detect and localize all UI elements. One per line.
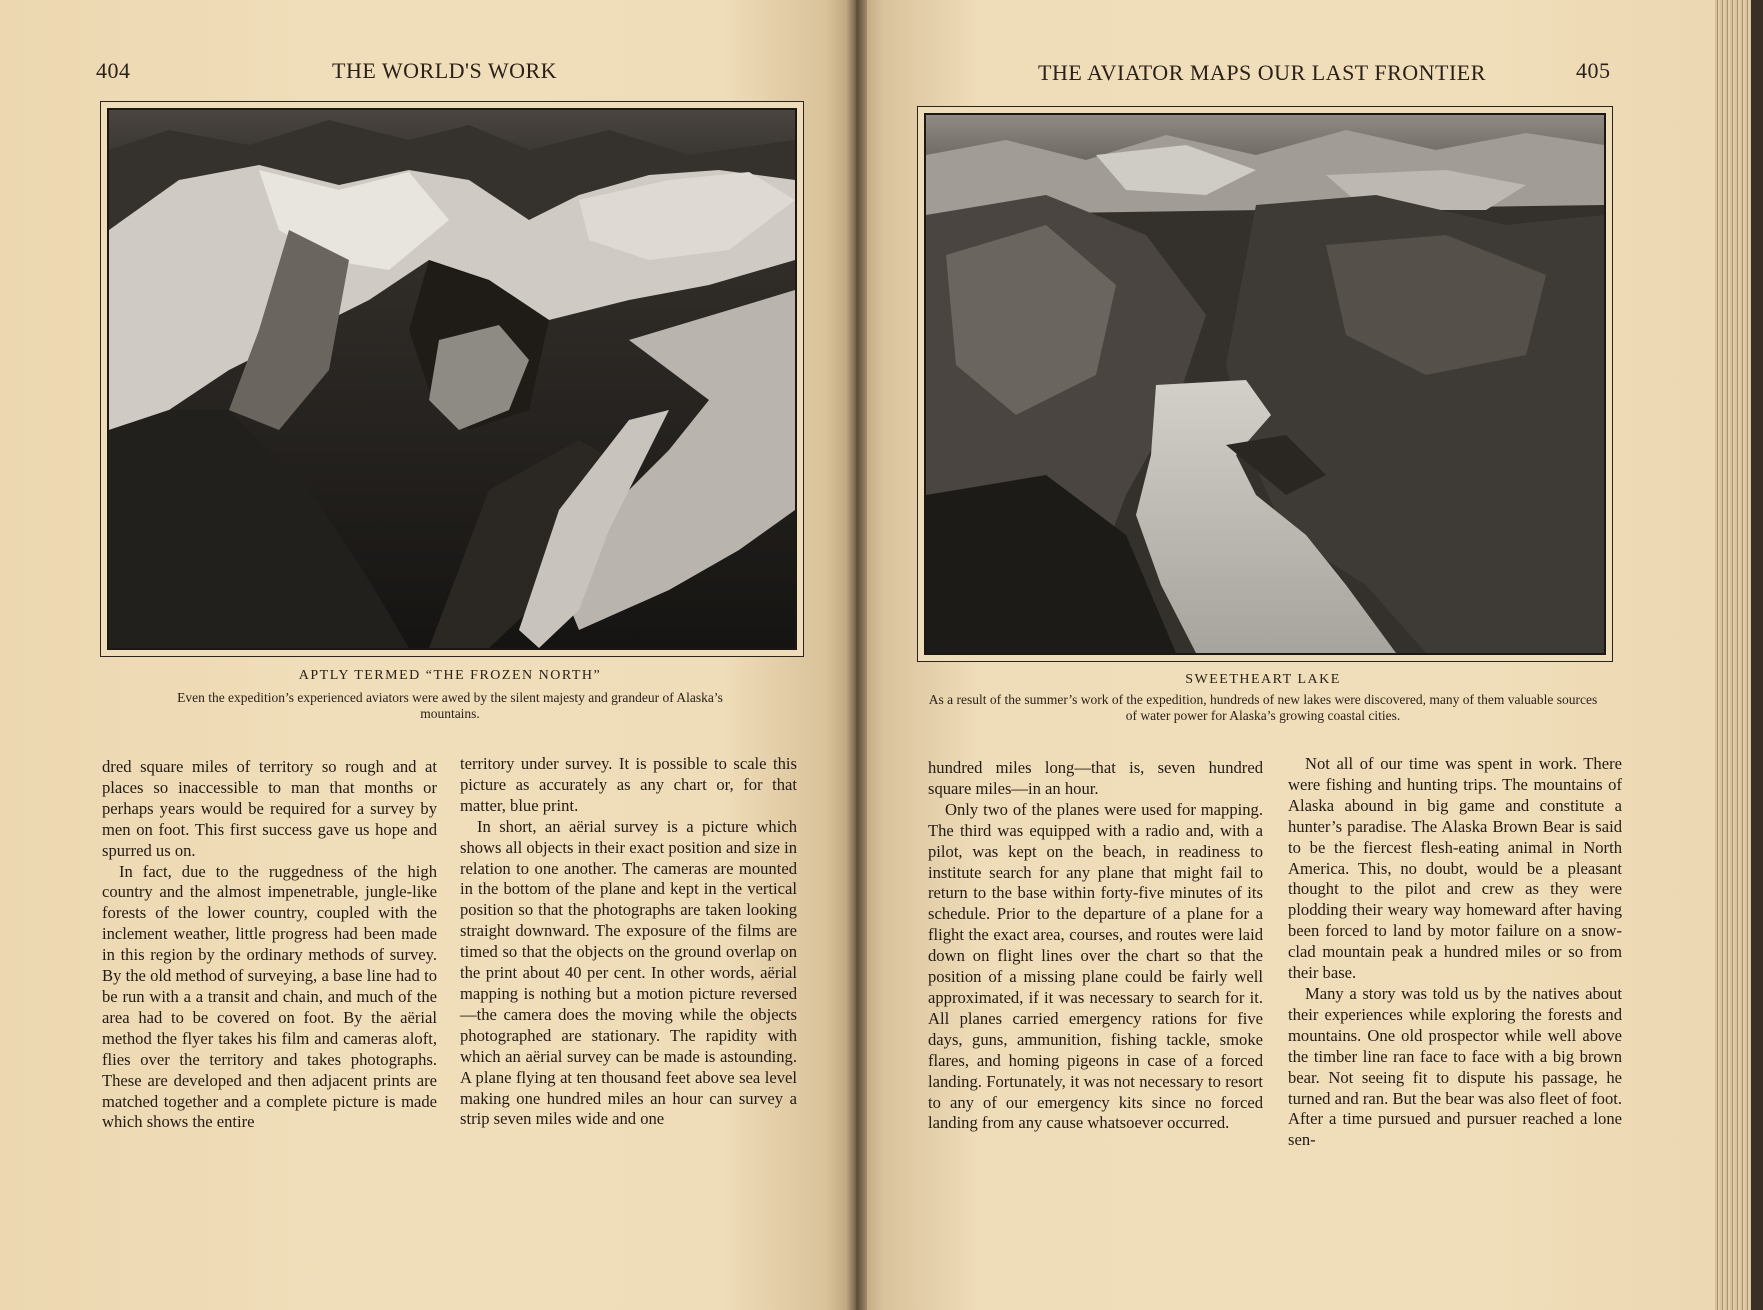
left-column-1 [102,757,437,1133]
left-column-2 [460,754,797,1130]
right-caption-title: SWEETHEART LAKE [1185,672,1341,687]
paragraph: In short, an aërial survey is a picture which shows all objects in their exact position and size in relation to one another. The cameras are mounted in the bottom of the plane and kept in the vertical position so that the photographs are taken looking straight downward. The exposure of the films are timed so that the objects on the ground overlap on the print about 40 per cent. In other words, aërial mapping is nothing but a motion picture reversed—the camera does the moving while the objects photographed are stationary. The rapidity with which an aërial survey can be made is astounding. A plane flying at ten thousand feet above sea level making one hundred miles an hour can survey a strip seven miles wide and one [460,816,797,1129]
frozen-north-photo [107,108,797,650]
page-number-left: 404 [96,58,131,83]
paragraph: dred square miles of territory so rough and at places so inaccessible to man that months or perhaps years would be required for a survey by men on foot. This first success gave us hope and spurred us on. [102,757,437,860]
page-number-right: 405 [1576,58,1611,83]
paragraph: territory under survey. It is possible to scale this picture as accurately as any chart or, for that matter, blue print. [460,754,797,815]
book-gutter [845,0,867,1310]
right-column-1 [928,758,1263,1134]
aerial-mountains-image [109,110,795,648]
left-caption-text: Even the expedition’s experienced aviators were awed by the silent majesty and grandeur of Alaska’s mountains. [177,690,723,721]
page-edges [1715,0,1763,1310]
sweetheart-lake-photo [924,113,1606,655]
running-title-left: THE WORLD'S WORK [332,58,558,83]
right-column-2 [1288,754,1622,1151]
paragraph: In fact, due to the ruggedness of the high country and the almost impenetrable, jungle-like forests of the lower country, coupled with the inclement weather, little progress had been made in this region by the ordinary methods of survey. By the old method of surveying, a base line had to be run with a a transit and chain, and much of the area had to be covered on foot. By the aërial method the flyer takes his film and cameras aloft, flies over the territory and takes photographs. These are developed and then adjacent prints are matched together and a complete picture is made which shows the entire [102,861,437,1132]
right-page [858,0,1718,1310]
paragraph: Only two of the planes were used for mapping. The third was equipped with a radio and, with a pilot, was kept on the beach, in readiness to institute search for any plane that might fail to return to the base within forty-five minutes of its schedule. Prior to the departure of a plane for a flight the exact area, courses, and routes were laid down on flight lines over the chart so that the position of a missing plane could be fairly well approximated, if it was necessary to search for it. All planes carried emergency rations for five days, guns, ammunition, fishing tackle, smoke flares, and homing pigeons in case of a forced landing. Fortunately, it was not necessary to resort to any of our emergency kits since no forced landing from any cause whatsoever occurred. [928,799,1263,1133]
paragraph: Not all of our time was spent in work. There were fishing and hunting trips. The mountains of Alaska abound in big game and constitute a hunter’s paradise. The Alaska Brown Bear is said to be the fiercest flesh-eating animal in North America. This, no doubt, would be a pleasant thought to the pilot and crew as they were plodding their weary way homeward after having been forced to land by motor failure on a snow-clad mountain peak a hundred miles or so from their base. [1288,754,1622,983]
left-page [0,0,852,1310]
sweetheart-lake-image [926,115,1604,653]
paragraph: hundred miles long—that is, seven hundred square miles—in an hour. [928,758,1263,798]
right-caption-text: As a result of the summer’s work of the expedition, hundreds of new lakes were discovered, many of them valuable sources of water power for Alaska’s growing coastal cities. [928,692,1598,723]
left-caption-title: APTLY TERMED “THE FROZEN NORTH” [298,668,602,683]
paragraph: Many a story was told us by the natives about their experiences while exploring the forests and mountains. One old prospector while well above the timber line ran face to face with a big brown bear. Not seeing fit to dispute his passage, he turned and ran. But the bear was also fleet of foot. After a time pursued and pursuer reached a lone sen- [1288,983,1622,1150]
running-title-right: THE AVIATOR MAPS OUR LAST FRONTIER [1038,60,1486,85]
